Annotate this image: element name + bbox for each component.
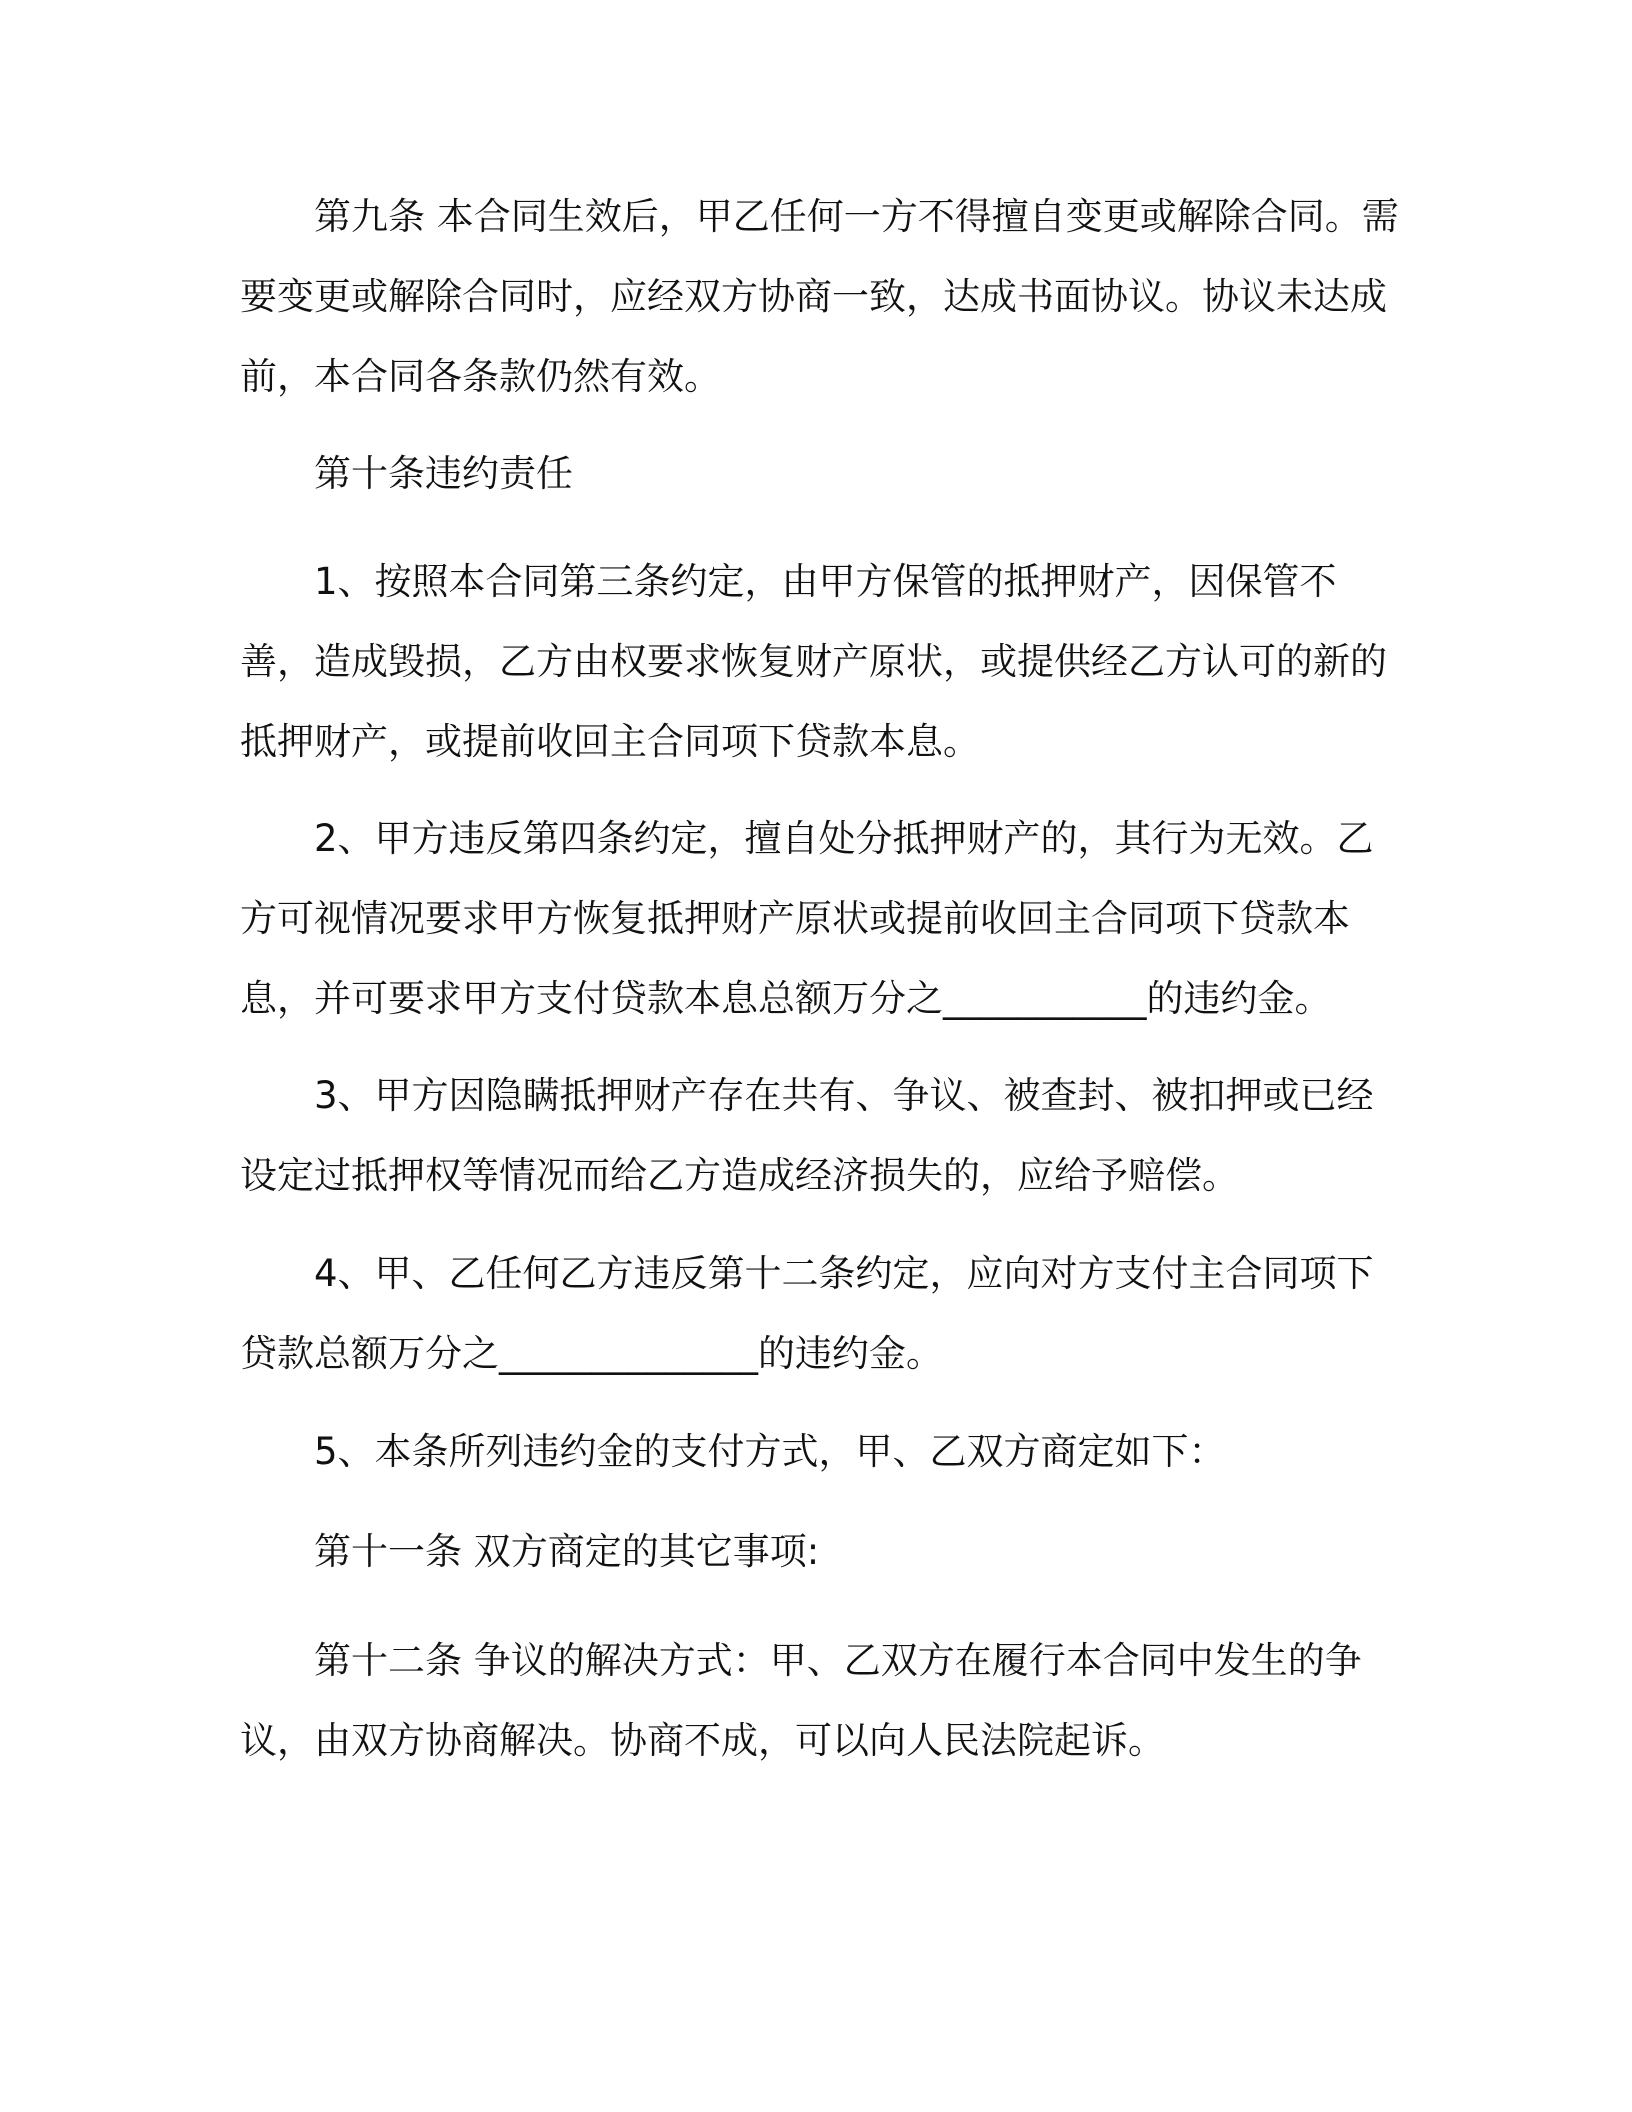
article-11-paragraph: 第十一条 双方商定的其它事项: [314, 1530, 820, 1573]
article-9-paragraph: 第九条 本合同生效后，甲乙任何一方不得擅自变更或解除合同。需要变更或解除合同时，应经双方协商一致，达成书面协议。协议未达成前，本合同各条款仍然有效。 [240, 195, 1399, 398]
article-10-item-5: 5、本条所列违约金的支付方式，甲、乙双方商定如下： [314, 1430, 1226, 1473]
article-10-item-4: 4、甲、乙任何乙方违反第十二条约定，应向对方支付主合同项下贷款总额万分之______________的违约金。 [240, 1252, 1374, 1375]
article-10-item-1: 1、按照本合同第三条约定，由甲方保管的抵押财产，因保管不善，造成毁损，乙方由权要求恢复财产原状，或提供经乙方认可的新的抵押财产，或提前收回主合同项下贷款本息。 [240, 560, 1387, 763]
article-12-paragraph: 第十二条 争议的解决方式：甲、乙双方在履行本合同中发生的争议，由双方协商解决。协商不成，可以向人民法院起诉。 [240, 1639, 1362, 1762]
article-10-heading: 第十条违约责任 [314, 452, 573, 495]
article-10-item-2: 2、甲方违反第四条约定，擅自处分抵押财产的，其行为无效。乙方可视情况要求甲方恢复抵押财产原状或提前收回主合同项下贷款本息，并可要求甲方支付贷款本息总额万分之___________的违约金。 [240, 817, 1374, 1020]
article-10-item-3: 3、甲方因隐瞒抵押财产存在共有、争议、被查封、被扣押或已经设定过抵押权等情况而给乙方造成经济损失的，应给予赔偿。 [240, 1074, 1374, 1197]
